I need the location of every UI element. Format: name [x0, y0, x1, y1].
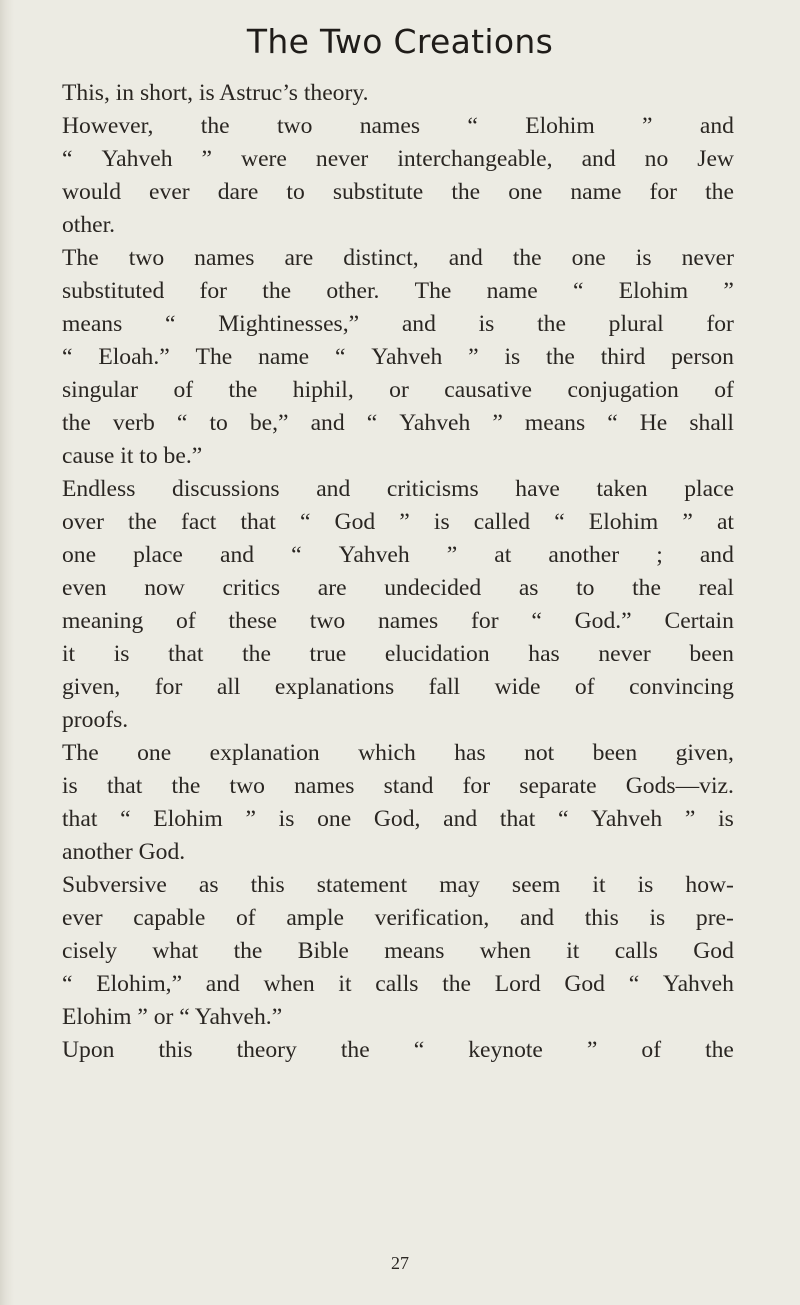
word: interchangeable, — [397, 146, 553, 172]
word: The — [195, 344, 233, 370]
word: and — [448, 245, 483, 271]
word: “ — [165, 311, 176, 337]
word: verification, — [374, 905, 490, 931]
word: that — [240, 509, 276, 535]
text-line — [62, 770, 734, 803]
word: is — [113, 641, 130, 667]
word: names — [194, 245, 255, 271]
text-line: cause it to be.” — [62, 443, 203, 469]
word: when — [263, 971, 315, 997]
word: it — [338, 971, 352, 997]
word: ” — [446, 542, 458, 568]
word: explanation — [209, 740, 320, 766]
word: two — [276, 113, 313, 139]
word: “ — [557, 806, 569, 832]
word: to — [209, 410, 228, 436]
word: place — [133, 542, 183, 568]
word: “ — [607, 410, 618, 436]
word: and — [205, 971, 240, 997]
word: statement — [316, 872, 408, 898]
word: shall — [689, 410, 734, 436]
word: ” — [468, 344, 479, 370]
page-title: The Two Creations — [246, 22, 554, 61]
text-line — [62, 407, 734, 440]
text-line: another God. — [62, 839, 186, 865]
word: even — [62, 575, 107, 601]
word: not — [524, 740, 555, 766]
body-text — [62, 77, 734, 1067]
word: name — [258, 344, 310, 370]
word: the — [632, 575, 661, 601]
word: at — [716, 509, 734, 535]
word: one — [317, 806, 352, 832]
text-line — [62, 473, 734, 506]
word: hiphil, — [292, 377, 354, 403]
word: verb — [112, 410, 155, 436]
word: Elohim — [525, 113, 595, 139]
word: Mightinesses,” — [218, 311, 360, 337]
word: Certain — [664, 608, 734, 634]
word: is — [637, 872, 654, 898]
page-number: 27 — [391, 1253, 409, 1273]
word: Eloah.” — [98, 344, 170, 370]
word: the — [340, 1037, 370, 1063]
word: Yahveh — [399, 410, 471, 436]
word: “ — [291, 542, 302, 568]
word: the — [705, 1037, 734, 1063]
word: undecided — [384, 575, 482, 601]
word: ” — [682, 509, 693, 535]
word: God — [564, 971, 605, 997]
word: Elohim — [588, 509, 659, 535]
word: ” — [245, 806, 256, 832]
word: as — [198, 872, 219, 898]
word: the — [442, 971, 472, 997]
word: “ — [628, 971, 640, 997]
word: Gods—viz. — [625, 773, 734, 799]
word: “ — [467, 113, 478, 139]
word: elucidation — [384, 641, 490, 667]
text-line — [62, 902, 734, 935]
word: “ — [554, 509, 565, 535]
word: plural — [608, 311, 664, 337]
word: taken — [596, 476, 648, 502]
word: Yahveh — [371, 344, 443, 370]
word: calls — [375, 971, 419, 997]
word: God.” — [574, 608, 632, 634]
word: it — [566, 938, 580, 964]
word: “ — [62, 344, 73, 370]
word: Lord — [494, 971, 541, 997]
text-line — [62, 803, 734, 836]
word: what — [152, 938, 199, 964]
word: two — [309, 608, 346, 634]
word: “ — [299, 509, 311, 535]
word: ever — [62, 905, 103, 931]
word: criticisms — [386, 476, 479, 502]
word: the — [128, 509, 157, 535]
page-binding-edge — [0, 0, 14, 1305]
text-line — [62, 143, 734, 176]
word: means — [524, 410, 586, 436]
word: ; — [656, 542, 663, 568]
word: stand — [383, 773, 434, 799]
word: never — [598, 641, 651, 667]
word: as — [518, 575, 539, 601]
word: place — [684, 476, 734, 502]
word: and — [310, 410, 345, 436]
word: over — [62, 509, 104, 535]
word: wide — [494, 674, 541, 700]
word: “ — [572, 278, 584, 304]
word: the — [262, 278, 292, 304]
text-line — [62, 506, 734, 539]
word: and — [401, 311, 436, 337]
word: the — [228, 377, 258, 403]
word: person — [671, 344, 734, 370]
text-line — [62, 572, 734, 605]
word: to — [286, 179, 305, 205]
word: “ — [366, 410, 378, 436]
word: two — [128, 245, 165, 271]
word: ” — [642, 113, 653, 139]
word: Endless — [62, 476, 136, 502]
word: theory — [236, 1037, 297, 1063]
word: God — [693, 938, 734, 964]
word: another — [548, 542, 620, 568]
word: ” — [586, 1037, 598, 1063]
word: two — [229, 773, 265, 799]
word: the — [62, 410, 91, 436]
word: God — [334, 509, 376, 535]
word: this — [158, 1037, 193, 1063]
word: Bible — [297, 938, 349, 964]
word: ample — [286, 905, 344, 931]
word: Yahveh — [338, 542, 410, 568]
word: that — [62, 806, 98, 832]
word: all — [216, 674, 241, 700]
word: no — [644, 146, 669, 172]
word: for — [199, 278, 228, 304]
word: is — [278, 806, 295, 832]
word: for — [706, 311, 734, 337]
word: would — [62, 179, 121, 205]
word: ” — [723, 278, 734, 304]
word: The — [62, 245, 99, 271]
word: has — [528, 641, 560, 667]
word: names — [294, 773, 355, 799]
word: means — [62, 311, 123, 337]
word: is — [504, 344, 521, 370]
word: for — [154, 674, 183, 700]
word: and — [699, 113, 734, 139]
word: of — [574, 674, 595, 700]
word: pre- — [695, 905, 734, 931]
word: now — [144, 575, 185, 601]
word: Jew — [697, 146, 734, 172]
word: keynote — [468, 1037, 543, 1063]
word: Yahveh — [662, 971, 734, 997]
word: and — [699, 542, 734, 568]
word: Elohim — [153, 806, 223, 832]
word: is — [62, 773, 78, 799]
word: that — [168, 641, 204, 667]
word: of — [176, 608, 196, 634]
word: Yahveh — [591, 806, 663, 832]
word: one — [508, 179, 543, 205]
text-line — [62, 737, 734, 770]
text-line — [62, 638, 734, 671]
word: substituted — [62, 278, 165, 304]
text-line: Elohim ” or “ Yahveh.” — [62, 1004, 283, 1030]
word: it — [592, 872, 606, 898]
word: how- — [685, 872, 734, 898]
word: fall — [428, 674, 461, 700]
word: Subversive — [62, 872, 167, 898]
word: called — [473, 509, 531, 535]
text-line: other. — [62, 212, 116, 238]
word: to — [576, 575, 595, 601]
word: be,” — [249, 410, 289, 436]
word: “ — [413, 1037, 425, 1063]
word: explanations — [274, 674, 395, 700]
text-line: This, in short, is Astruc’s theory. — [62, 80, 369, 106]
word: the — [200, 113, 230, 139]
word: discussions — [172, 476, 280, 502]
word: for — [471, 608, 499, 634]
word: may — [439, 872, 480, 898]
word: God, — [373, 806, 421, 832]
word: and — [519, 905, 555, 931]
word: of — [173, 377, 194, 403]
word: which — [358, 740, 416, 766]
word: the — [171, 773, 201, 799]
word: conjugation — [567, 377, 679, 403]
word: of — [641, 1037, 662, 1063]
word: other. — [326, 278, 380, 304]
word: given, — [675, 740, 734, 766]
word: separate — [519, 773, 597, 799]
word: is — [718, 806, 734, 832]
word: one — [137, 740, 172, 766]
word: for — [462, 773, 491, 799]
text-line — [62, 308, 734, 341]
word: been — [592, 740, 638, 766]
word: is — [478, 311, 495, 337]
text-line — [62, 539, 734, 572]
word: means — [384, 938, 445, 964]
word: given, — [62, 674, 121, 700]
word: “ — [334, 344, 346, 370]
word: this — [250, 872, 285, 898]
word: seem — [511, 872, 561, 898]
word: substitute — [332, 179, 424, 205]
word: The — [62, 740, 99, 766]
word: third — [600, 344, 646, 370]
text-line — [62, 374, 734, 407]
word: the — [451, 179, 481, 205]
word: these — [228, 608, 277, 634]
word: have — [515, 476, 560, 502]
word: the — [242, 641, 271, 667]
word: and — [219, 542, 255, 568]
text-line — [62, 242, 734, 275]
word: of — [714, 377, 734, 403]
word: “ — [531, 608, 542, 634]
word: convincing — [629, 674, 734, 700]
word: dare — [217, 179, 259, 205]
word: that — [106, 773, 143, 799]
text-line — [62, 935, 734, 968]
word: Yahveh — [101, 146, 173, 172]
word: and — [581, 146, 616, 172]
word: the — [705, 179, 734, 205]
word: ” — [684, 806, 696, 832]
word: the — [233, 938, 263, 964]
word: is — [649, 905, 666, 931]
word: been — [689, 641, 734, 667]
word: never — [681, 245, 734, 271]
word: true — [309, 641, 347, 667]
word: “ — [120, 806, 131, 832]
word: He — [639, 410, 668, 436]
word: were — [241, 146, 287, 172]
word: at — [494, 542, 512, 568]
word: name — [570, 179, 622, 205]
word: fact — [180, 509, 217, 535]
text-line — [62, 968, 734, 1001]
word: real — [698, 575, 734, 601]
text-line: proofs. — [62, 707, 129, 733]
word: However, — [62, 113, 154, 139]
word: “ — [62, 146, 73, 172]
word: the — [512, 245, 542, 271]
word: ” — [399, 509, 410, 535]
word: singular — [62, 377, 139, 403]
text-line — [62, 1034, 734, 1067]
word: Upon — [62, 1037, 115, 1063]
word: are — [317, 575, 347, 601]
word: never — [315, 146, 369, 172]
word: or — [389, 377, 409, 403]
word: it — [62, 641, 76, 667]
word: that — [499, 806, 536, 832]
word: causative — [444, 377, 533, 403]
word: are — [284, 245, 314, 271]
word: the — [537, 311, 566, 337]
word: one — [571, 245, 606, 271]
text-line — [62, 275, 734, 308]
word: when — [479, 938, 531, 964]
text-line — [62, 341, 734, 374]
word: ” — [492, 410, 503, 436]
word: this — [584, 905, 619, 931]
word: the — [546, 344, 575, 370]
word: names — [359, 113, 421, 139]
word: one — [62, 542, 97, 568]
word: ever — [149, 179, 190, 205]
word: meaning — [62, 608, 144, 634]
text-line — [62, 869, 734, 902]
word: and — [443, 806, 478, 832]
word: distinct, — [343, 245, 419, 271]
word: has — [454, 740, 486, 766]
text-line — [62, 671, 734, 704]
word: of — [236, 905, 256, 931]
text-line — [62, 110, 734, 143]
word: cisely — [62, 938, 118, 964]
word: and — [316, 476, 351, 502]
word: critics — [222, 575, 281, 601]
word: Elohim,” — [96, 971, 183, 997]
text-line — [62, 176, 734, 209]
word: capable — [133, 905, 206, 931]
word: “ — [176, 410, 188, 436]
word: for — [649, 179, 678, 205]
word: names — [377, 608, 439, 634]
word: is — [433, 509, 450, 535]
word: “ — [62, 971, 73, 997]
word: calls — [614, 938, 658, 964]
text-line — [62, 605, 734, 638]
word: ” — [201, 146, 213, 172]
word: The — [414, 278, 452, 304]
word: name — [486, 278, 538, 304]
word: is — [635, 245, 652, 271]
word: Elohim — [618, 278, 689, 304]
